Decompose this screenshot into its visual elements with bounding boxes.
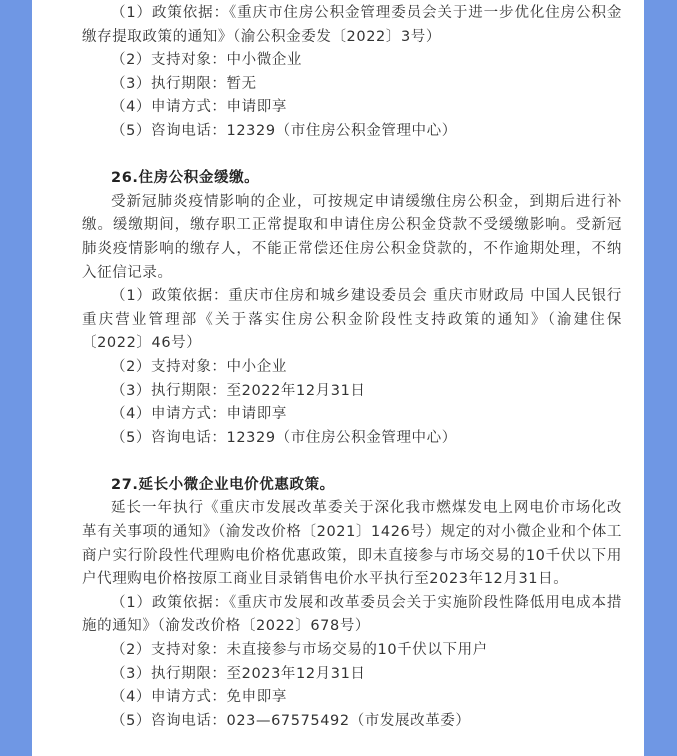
section-25-details	[82, 2, 622, 144]
support-target-item: （2）支持对象：未直接参与市场交易的10千伏以下用户	[111, 642, 488, 659]
section-27	[82, 474, 622, 734]
support-target-item: （2）支持对象：中小微企业	[111, 52, 303, 69]
article-content	[82, 0, 622, 733]
execution-period-item: （3）执行期限：至2022年12月31日	[111, 382, 366, 399]
consult-phone-item: （5）咨询电话：12329（市住房公积金管理中心）	[111, 122, 457, 139]
article-sheet	[32, 0, 644, 756]
section-body: 延长一年执行《重庆市发展改革委关于深化我市燃煤发电上网电价市场化改革有关事项的通知》（渝发改价格〔2021〕1426号）规定的对小微企业和个体工商户实行阶段性代理购电价格优惠政策，即未直接参与市场交易的10千伏以下用户代理购电价格按原工商业目录销售电价水平执行至2023年12月31日。	[82, 500, 622, 588]
consult-phone-item: （5）咨询电话：12329（市住房公积金管理中心）	[111, 429, 457, 446]
consult-phone-item: （5）咨询电话：023—67575492（市发展改革委）	[111, 712, 471, 729]
paragraph-gap	[82, 144, 622, 168]
policy-basis-item: （1）政策依据：《重庆市发展和改革委员会关于实施阶段性降低用电成本措施的通知》（渝发改价格〔2022〕678号）	[82, 594, 622, 635]
application-method-item: （4）申请方式：申请即享	[111, 99, 287, 116]
application-method-item: （4）申请方式：申请即享	[111, 406, 287, 423]
paragraph-gap	[82, 450, 622, 474]
application-method-item: （4）申请方式：免申即享	[111, 689, 287, 706]
section-heading: 26.住房公积金缓缴。	[111, 170, 260, 187]
support-target-item: （2）支持对象：中小企业	[111, 358, 287, 375]
execution-period-item: （3）执行期限：暂无	[111, 75, 257, 92]
right-frame-border	[644, 0, 677, 756]
policy-basis-item: （1）政策依据：《重庆市住房公积金管理委员会关于进一步优化住房公积金缴存提取政策的通知》（渝公积金委发〔2022〕3号）	[82, 5, 622, 45]
section-body: 受新冠肺炎疫情影响的企业，可按规定申请缓缴住房公积金，到期后进行补缴。缓缴期间，缴存职工正常提取和申请住房公积金贷款不受缓缴影响。受新冠肺炎疫情影响的缴存人，不能正常偿还住房公积金贷款的，不作逾期处理，不纳入征信记录。	[82, 193, 622, 281]
execution-period-item: （3）执行期限：至2023年12月31日	[111, 665, 366, 682]
section-26	[82, 167, 622, 450]
policy-basis-item: （1）政策依据：重庆市住房和城乡建设委员会 重庆市财政局 中国人民银行重庆营业管理部《关于落实住房公积金阶段性支持政策的通知》（渝建住保〔2022〕46号）	[82, 288, 622, 352]
left-frame-border	[0, 0, 32, 756]
section-heading: 27.延长小微企业电价优惠政策。	[111, 476, 335, 493]
